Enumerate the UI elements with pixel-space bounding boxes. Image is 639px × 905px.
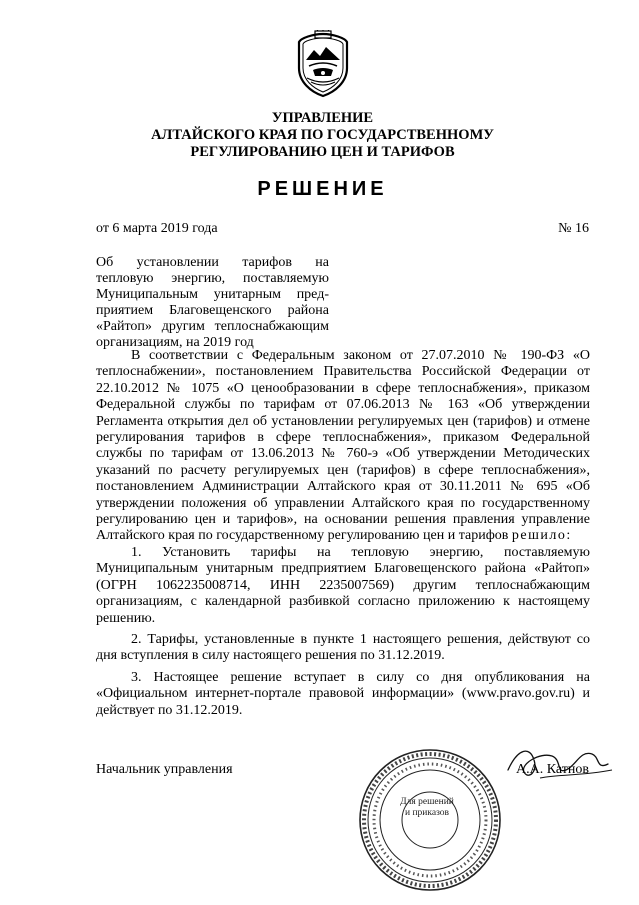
document-date: от 6 марта 2019 года [96, 221, 218, 236]
signer-position: Начальник управления [96, 762, 233, 777]
signer-name: А.А. Катнов [516, 762, 589, 777]
org-name-line-2: АЛТАЙСКОГО КРАЯ ПО ГОСУДАРСТВЕННОМУ [151, 127, 494, 143]
preamble-paragraph [96, 348, 590, 545]
body-line: утверждении положения об управлении Алтайского края по государственному [96, 495, 590, 511]
body-line: теплоснабжении», постановлением Правительства Российской Федерации от [96, 364, 590, 380]
body-line: 2. Тарифы, установленные в пункте 1 настоящего решения, действуют со [131, 631, 590, 647]
org-name-line-1: УПРАВЛЕНИЕ [271, 110, 374, 126]
document-type: РЕШЕНИЕ [257, 178, 388, 200]
item-3 [96, 670, 590, 719]
body-line: организациям, с календарной разбивкой согласно приложению к настоящему [96, 594, 590, 610]
document-number: № 16 [558, 221, 589, 236]
body-line: «Официальном интернет-портале правовой информации» (www.pravo.gov.ru) и [96, 686, 590, 702]
subject-line: «Райтоп» другим теплоснабжающим [96, 319, 329, 334]
document-body [96, 348, 590, 719]
body-line: постановлением Администрации Алтайского края от 30.11.2011 № 695 «Об [96, 479, 590, 495]
body-line: (ОГРН 1062235008714, ИНН 2235007569) другим теплоснабжающим [96, 577, 590, 593]
body-line: указаний по расчету регулируемых цен (тарифов) в сфере теплоснабжения», [96, 462, 590, 478]
stamp-line: Для решений [400, 797, 454, 807]
coat-of-arms-icon [293, 30, 353, 98]
subject-line: Об установлении тарифов на [96, 255, 329, 270]
stamp-text [391, 797, 463, 819]
preamble-end: Алтайского края по государственному регулированию цен и тарифов [96, 528, 509, 544]
official-stamp [355, 745, 505, 895]
body-line: В соответствии с Федеральным законом от 27.07.2010 № 190-ФЗ «О [131, 348, 590, 363]
subject-line: тепловую энергию, поставляемую [96, 271, 329, 286]
body-line: 3. Настоящее решение вступает в силу со дня опубликования на [131, 669, 590, 685]
subject-line: Муниципальным унитарным пред- [96, 287, 329, 302]
org-name-line-3: РЕГУЛИРОВАНИЮ ЦЕН И ТАРИФОВ [190, 144, 455, 160]
subject-line: приятием Благовещенского района [96, 303, 329, 318]
body-line: службы по тарифам от 13.06.2013 № 760-э «Об утверждении Методических [96, 446, 590, 462]
body-line: 22.10.2012 № 1075 «О ценообразовании в сфере теплоснабжения», приказом [96, 380, 590, 396]
item-2 [96, 632, 590, 665]
body-line: Федеральной службы по тарифам от 07.06.2013 № 163 «Об утверждении [96, 397, 590, 413]
stamp-line: и приказов [405, 808, 449, 818]
resolved-word: решило: [511, 528, 572, 544]
item-1 [96, 545, 590, 627]
body-line: Муниципальным унитарным предприятием Благовещенского района «Райтоп» [96, 561, 590, 577]
body-line: решению. [96, 610, 156, 626]
body-line: 1. Установить тарифы на тепловую энергию, поставляемую [131, 544, 590, 560]
document-subject [96, 255, 329, 351]
body-line: действует по 31.12.2019. [96, 702, 243, 718]
body-line: Регламента открытия дел об установлении регулируемых цен (тарифов) и отмене [96, 413, 590, 429]
body-line: дня вступления в силу настоящего решения по 31.12.2019. [96, 648, 445, 664]
body-line: регулированию цен и тарифов», на основании решения правления управление [96, 512, 590, 528]
body-line [96, 528, 590, 544]
body-line: регулирования тарифов в сфере теплоснабжения», приказом Федеральной [96, 430, 590, 446]
subject-line: организациям, на 2019 год [96, 335, 254, 350]
